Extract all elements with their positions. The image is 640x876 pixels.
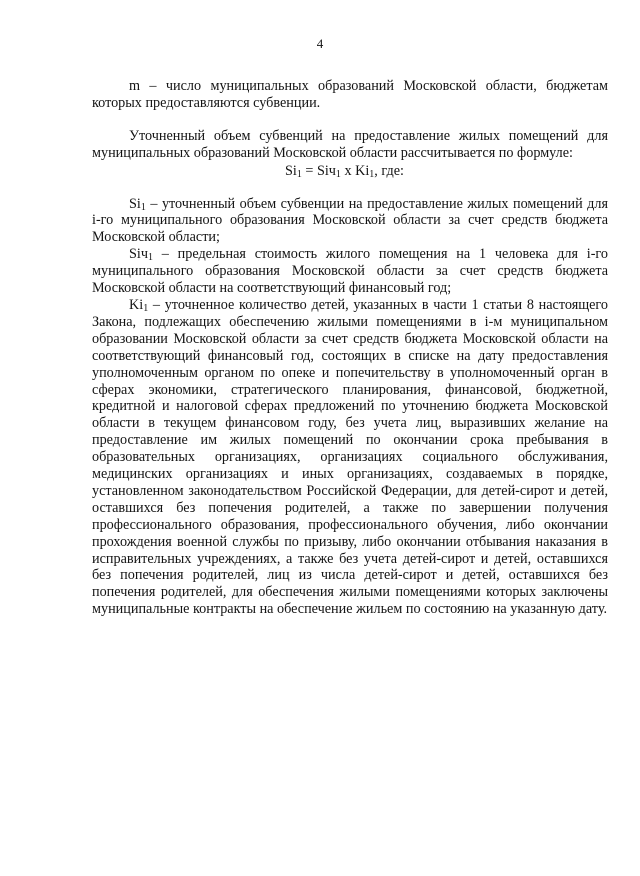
paragraph-formula-intro: [92, 128, 608, 162]
term-symbol: $Ki_1$: [129, 296, 149, 314]
paragraph-si-definition: [92, 196, 608, 247]
paragraph-m-definition: [92, 78, 608, 112]
paragraph-ki-definition: [92, 297, 608, 618]
paragraph-text: Уточненный объем субвенций на предоставление жилых помещений для муниципальных образований Московской области рассчитывается по формуле:: [92, 127, 608, 161]
paragraph-text: m – число муниципальных образований Московской области, бюджетам которых предоставляются субвенции.: [92, 78, 608, 111]
formula-term-2: $Ki_1$: [355, 162, 375, 180]
paragraph-text: – уточненное количество детей, указанных в части 1 статьи 8 настоящего Закона, подлежащих обеспечению жилыми помещениями в i-м муниципальном образовании Московской области за счет средств бюджета Московской области на соответствующий финансовый год, состоящих в списке на дату предоставления уполномоченным органом по опеке и попечительству в уполномоченный орган в сферах экономики, стратегического планирования, финансовой, бюджетной, кредитной и налоговой сферах предложений по уточнению бюджета Московской области в текущем финансовом году, без учета лиц, выразивших желание на предоставление им жилых помещений по окончании срока пребывания в образовательных организациях, организациях социального обслуживания, медицинских организациях и иных организациях, создаваемых в порядке, установленном законодательством Российской Федерации, для детей-сирот и детей, оставшихся без попечения родителей, а также по завершении получения профессионального образования, профессионального обучения, либо окончании прохождения военной службы по призыву, либо окончании отбывания наказания в исправительных учреждениях, а также без учета детей-сирот и детей, оставшихся без попечения родителей, лиц из числа детей-сирот и детей, оставшихся без попечения родителей, для обеспечения жилыми помещениями которых заключены муниципальные контракты на обеспечение жильем по состоянию на указанную дату.: [92, 296, 608, 618]
formula-operator: x: [340, 162, 356, 179]
document-body: [92, 78, 608, 618]
formula-term-1: Siч$_1$: [316, 162, 341, 180]
term-symbol: Siч$_1$: [129, 246, 153, 264]
paragraph-text: – уточненный объем субвенции на предоставление жилых помещений для i-го муниципального образования Московской области за счет средств бюджета Московской области;: [92, 195, 608, 246]
formula-equals: =: [301, 162, 317, 179]
page-number: 4: [316, 36, 324, 51]
formula-lhs: $Si_1$: [285, 162, 302, 180]
formula: [92, 163, 608, 180]
paragraph-sich-definition: [92, 246, 608, 297]
term-symbol: $Si_1$: [129, 195, 146, 213]
formula-tail: , где:: [374, 162, 404, 179]
paragraph-text: – предельная стоимость жилого помещения на 1 человека для i-го муниципального образования Московской области за счет средств бюджета Московской области на соответствующий финансовый год;: [92, 246, 608, 297]
